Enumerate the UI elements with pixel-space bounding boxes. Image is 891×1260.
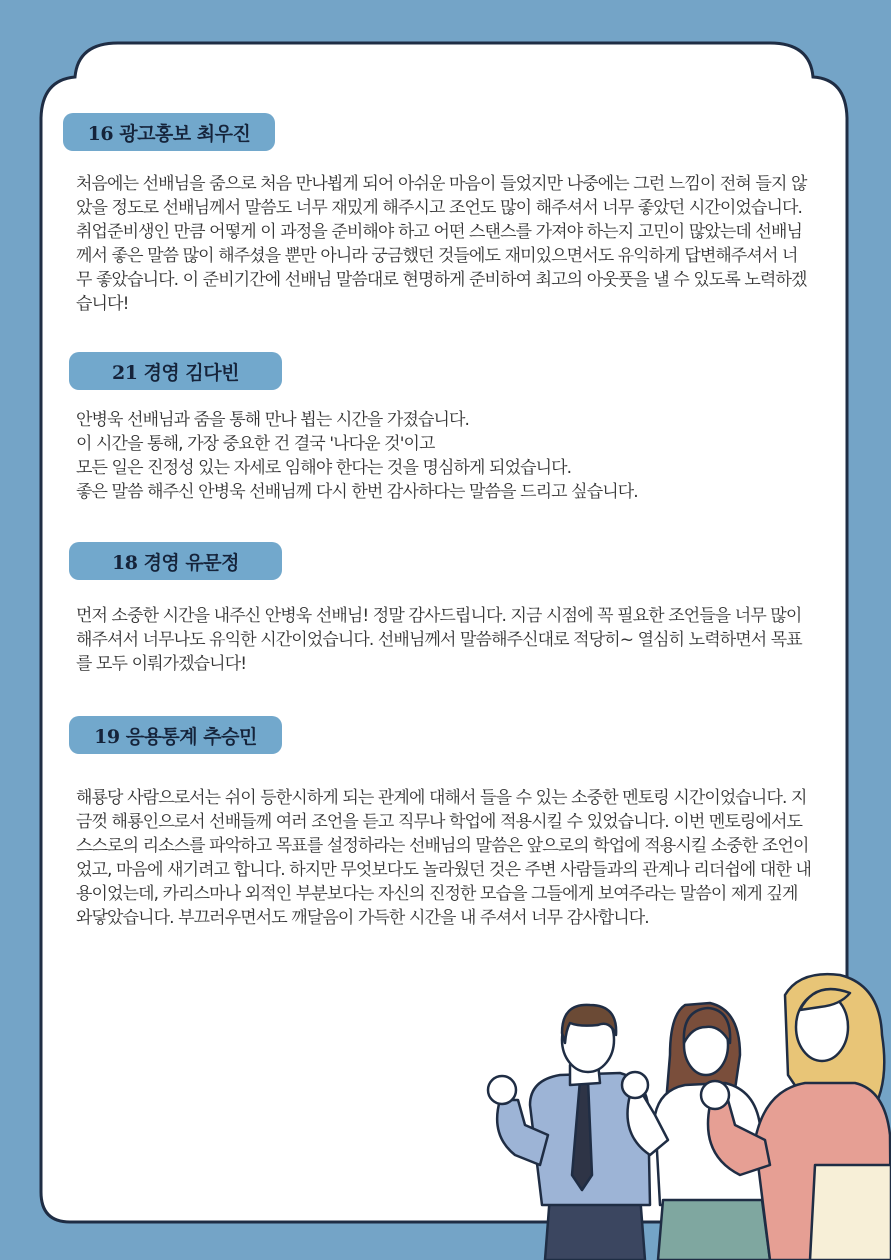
section-heading-3: 18 경영 유문정	[69, 542, 282, 580]
body-line: 좋은 말씀 해주신 안병욱 선배님께 다시 한번 감사하다는 말씀을 드리고 싶습니다.	[76, 482, 638, 502]
body-line: 모든 일은 진정성 있는 자세로 임해야 한다는 것을 명심하게 되었습니다.	[76, 458, 572, 478]
section-body-2	[76, 408, 811, 504]
section-body-3: 먼저 소중한 시간을 내주신 안병욱 선배님! 정말 감사드립니다. 지금 시점에 꼭 필요한 조언들을 너무 많이 해주셔서 너무나도 유익한 시간이었습니다. 선배님께서 말씀해주신대로 적당히~ 열심히 노력하면서 목표를 모두 이뤄가겠습니다!	[76, 606, 802, 674]
section-heading-4: 19 응용통계 추승민	[69, 716, 282, 754]
section-heading-2: 21 경영 김다빈	[69, 352, 282, 390]
body-line: 안병욱 선배님과 줌을 통해 만나 뵙는 시간을 가졌습니다.	[76, 410, 470, 430]
section-body-4: 해룡당 사람으로서는 쉬이 등한시하게 되는 관계에 대해서 들을 수 있는 소중한 멘토링 시간이었습니다. 지금껏 해룡인으로서 선배들께 여러 조언을 듣고 직무나 학업에 적용시킬 수 있었습니다. 이번 멘토링에서도 스스로의 리소스를 파악하고 목표를 설정하라는 선배님의 말씀은 앞으로의 학업에 적용시킬 소중한 조언이었고, 마음에 새기려고 합니다. 하지만 무엇보다도 놀라웠던 것은 주변 사람들과의 관계나 리더쉽에 대한 내용이었는데, 카리스마나 외적인 부분보다는 자신의 진정한 모습을 그들에게 보여주라는 말씀이 제게 깊게 와닿았습니다. 부끄러우면서도 깨달음이 가득한 시간을 내 주셔서 너무 감사합니다.	[76, 788, 812, 928]
section-heading-1: 16 광고홍보 최우진	[63, 113, 275, 151]
section-body-1: 처음에는 선배님을 줌으로 처음 만나뵙게 되어 아쉬운 마음이 들었지만 나중에는 그런 느낌이 전혀 들지 않았을 정도로 선배님께서 말씀도 너무 재밌게 해주시고 조언도 많이 해주셔서 너무 좋았던 시간이었습니다. 취업준비생인 만큼 어떻게 이 과정을 준비해야 하고 어떤 스탠스를 가져야 하는지 고민이 많았는데 선배님께서 좋은 말씀 많이 해주셨을 뿐만 아니라 궁금했던 것들에도 재미있으면서도 유익하게 답변해주셔서 너무 좋았습니다. 이 준비기간에 선배님 말씀대로 현명하게 준비하여 최고의 아웃풋을 낼 수 있도록 노력하겠습니다!	[76, 174, 807, 314]
cheering-people-illustration	[470, 965, 891, 1260]
man-figure	[488, 1005, 650, 1260]
body-line: 이 시간을 통해, 가장 중요한 건 결국 '나다운 것'이고	[76, 434, 435, 454]
